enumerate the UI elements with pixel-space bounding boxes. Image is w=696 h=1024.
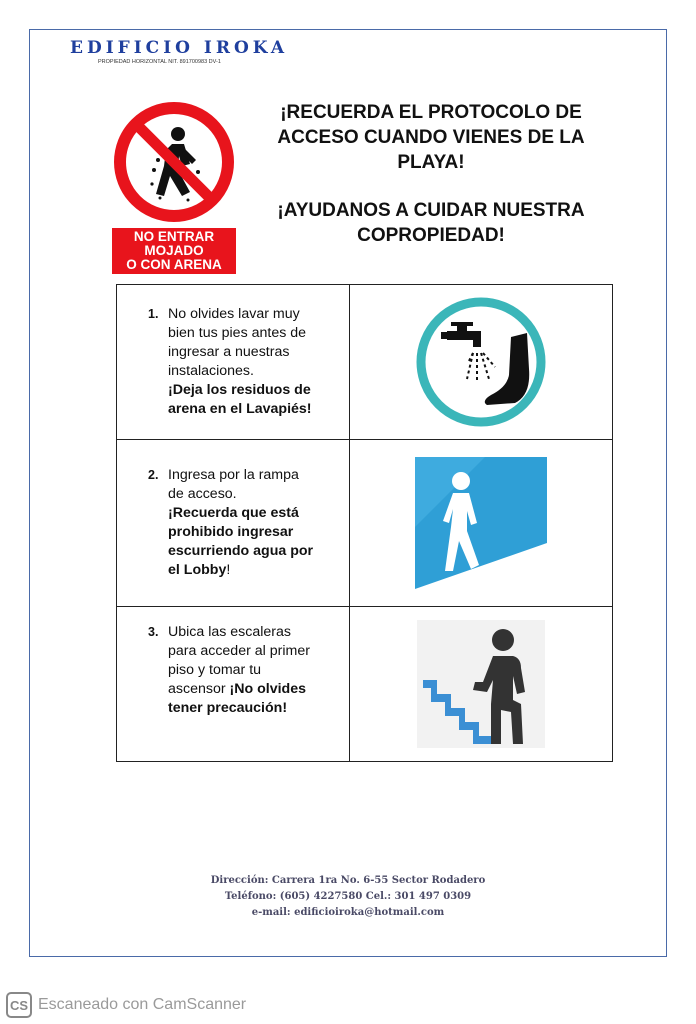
ramp-walker-icon — [415, 457, 547, 589]
step-line: bien tus pies antes de — [168, 325, 307, 341]
camscanner-watermark — [6, 992, 246, 1018]
camscanner-logo: CS — [6, 992, 32, 1018]
step-icon-cell — [350, 607, 613, 762]
step-line-bold: ¡Deja los residuos de — [168, 382, 311, 398]
contact-footer — [116, 873, 580, 921]
heading-line: ¡RECUERDA EL PROTOCOLO DE — [280, 102, 582, 123]
camscanner-text: Escaneado con CamScanner — [38, 996, 247, 1013]
step-line-bold: tener precaución! — [168, 700, 288, 716]
step-normal-span: ascensor — [168, 681, 230, 697]
heading-care — [250, 198, 612, 248]
steps-table — [116, 284, 613, 762]
step-line-bold: escurriendo agua por — [168, 543, 314, 559]
main-heading — [250, 100, 612, 248]
heading-line: ¡AYUDANOS A CUIDAR NUESTRA — [277, 200, 585, 221]
step-1 — [117, 305, 349, 419]
step-line: para acceder al primer — [168, 643, 310, 659]
step-line-bold: arena en el Lavapiés! — [168, 401, 312, 417]
step-body — [168, 305, 343, 419]
step-body — [168, 466, 343, 580]
step-3 — [117, 607, 349, 718]
step-line: de acceso. — [168, 486, 237, 502]
footer-email: e-mail: edificioiroka@hotmail.com — [251, 907, 445, 918]
step-line: Ingresa por la rampa — [168, 467, 299, 483]
step-body — [168, 623, 343, 718]
table-row — [117, 440, 613, 607]
step-text-cell — [117, 440, 350, 607]
table-row — [117, 285, 613, 440]
step-line-bold: ¡Recuerda que está — [168, 505, 299, 521]
step-text-cell — [117, 285, 350, 440]
step-bold-span: ¡No olvides — [229, 681, 306, 697]
sign-label-line: O CON ARENA — [126, 257, 222, 272]
step-trailing: ! — [226, 562, 231, 578]
heading-protocol — [250, 100, 612, 175]
step-number: 3. — [148, 625, 159, 639]
footer-phone: Teléfono: (605) 4227580 Cel.: 301 497 0309 — [224, 891, 472, 902]
step-icon-cell — [350, 285, 613, 440]
heading-line: ACCESO CUANDO VIENES DE LA — [277, 127, 585, 148]
step-bold-span: el Lobby — [168, 562, 227, 578]
footer-address: Dirección: Carrera 1ra No. 6-55 Sector Rodadero — [210, 875, 486, 886]
heading-line: COPROPIEDAD! — [357, 225, 505, 246]
logo-name: EDIFICIO IROKA — [70, 38, 289, 58]
building-logo — [70, 38, 289, 65]
logo-subtitle: PROPIEDAD HORIZONTAL NIT. 891700983 DV-1 — [98, 59, 221, 65]
step-line: Ubica las escaleras — [168, 624, 292, 640]
heading-line: PLAYA! — [397, 152, 465, 173]
sign-label-line: NO ENTRAR — [133, 229, 215, 244]
no-wet-entry-icon — [112, 100, 236, 224]
step-line-bold: prohibido ingresar — [168, 524, 294, 540]
step-text-cell — [117, 607, 350, 762]
step-line: instalaciones. — [168, 363, 254, 379]
stairs-climber-icon — [417, 620, 545, 748]
sign-label — [112, 228, 236, 274]
step-2 — [117, 466, 349, 580]
sign-label-line: MOJADO — [144, 243, 204, 258]
table-row — [117, 607, 613, 762]
step-line: No olvides lavar muy — [168, 306, 300, 322]
step-line-end — [168, 561, 343, 580]
step-line-mixed — [168, 680, 343, 699]
step-line: piso y tomar tu — [168, 662, 262, 678]
step-number: 1. — [148, 307, 159, 321]
step-line: ingresar a nuestras — [168, 344, 290, 360]
prohibition-sign — [112, 100, 236, 274]
foot-wash-icon — [411, 297, 551, 427]
step-number: 2. — [148, 468, 159, 482]
step-icon-cell — [350, 440, 613, 607]
